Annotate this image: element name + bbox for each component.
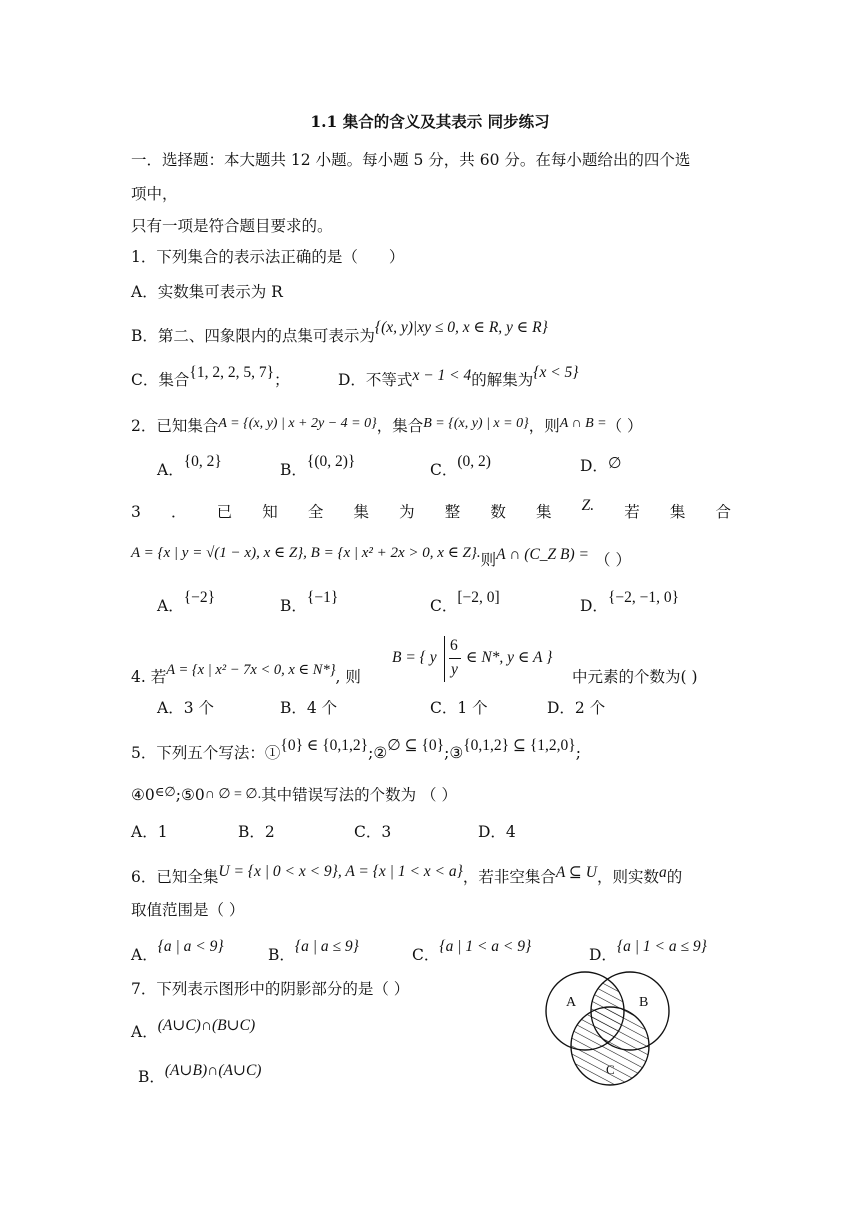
q1-option-b xyxy=(131,319,548,347)
q3-stem-line-2 xyxy=(131,545,631,571)
q3-char: 集 xyxy=(669,503,686,521)
q4-frac-line xyxy=(449,658,461,659)
q6-math-1: U = {x | 0 < x < 9}, A = {x | 1 < x < a} xyxy=(218,863,463,880)
q6-text-3: ，则实数 xyxy=(596,868,659,886)
q5-text-4: ; xyxy=(575,744,581,762)
q5-stem-line-1 xyxy=(131,737,581,764)
q4-option-b: B．4 个 xyxy=(280,699,338,717)
q7-stem: 7．下列表示图形中的阴影部分的是（ ） xyxy=(131,980,410,998)
q4-option-a: A．3 个 xyxy=(157,699,214,717)
q1-option-d-math2: {x < 5} xyxy=(533,364,579,381)
q1-stem: 1．下列集合的表示法正确的是（ ） xyxy=(131,248,405,266)
q5-line2-c: 其中错误写法的个数为 （ ） xyxy=(261,786,457,804)
q3-option-b xyxy=(280,589,339,617)
q5-text-3: ;③ xyxy=(444,744,464,762)
q6-math-3: a xyxy=(658,864,667,881)
q3-option-a xyxy=(157,589,216,617)
q2-text-2: ，集合 xyxy=(376,417,424,435)
q3-option-d xyxy=(580,589,680,617)
q3-char: 集 xyxy=(353,503,369,521)
q6-option-d-value: {a | 1 < a ≤ 9} xyxy=(616,938,707,955)
q5-math-3: {0,1,2} ⊆ {1,2,0} xyxy=(463,737,576,754)
q3-option-a-value: {−2} xyxy=(183,589,216,606)
q5-text-1: 5．下列五个写法：① xyxy=(131,744,281,762)
q7-option-b-label: B． xyxy=(138,1068,165,1086)
q2-text-4: （ ） xyxy=(606,417,643,435)
q6-option-a xyxy=(131,938,224,966)
q3-char: ． xyxy=(170,503,187,521)
q2-math-1: A = {(x, y) | x + 2y − 4 = 0} xyxy=(218,416,377,431)
q3-option-a-label: A． xyxy=(157,597,184,615)
q3-char: 集 xyxy=(535,503,552,521)
q1-option-d-text: D．不等式 xyxy=(338,371,413,389)
intro-line-1: 一．选择题：本大题共 12 小题。每小题 5 分，共 60 分。在每小题给出的四个选 xyxy=(131,151,691,169)
q6-option-b-value: {a | a ≤ 9} xyxy=(294,938,359,955)
q5-line2-math-2: ∩ ∅ = ∅. xyxy=(204,787,262,802)
q7-option-b-math: (A∪B)∩(A∪C) xyxy=(164,1062,262,1079)
q4-math-1: A = {x | x² − 7x < 0, x ∈ N*} xyxy=(166,662,336,678)
q6-option-c xyxy=(412,938,532,966)
q6-stem-line-2: 取值范围是（ ） xyxy=(131,901,245,919)
q1-option-c-end: ； xyxy=(274,371,290,389)
q4-frac-den: y xyxy=(451,661,458,678)
q1-option-d-math: x − 1 < 4 xyxy=(412,367,472,384)
q5-math-1: {0} ∈ {0,1,2} xyxy=(280,737,369,754)
q2-option-b xyxy=(280,453,356,481)
q3-option-c xyxy=(430,589,500,617)
q2-stem xyxy=(131,416,643,438)
page-title: 1.1 集合的含义及其表示 同步练习 xyxy=(310,112,550,131)
q3-z: Z. xyxy=(581,497,595,514)
venn-diagram xyxy=(540,966,700,1090)
q2-option-c-value: (0, 2) xyxy=(457,453,491,470)
q3-math-2: A ∩ (C_Z B) = xyxy=(496,546,590,563)
q2-option-b-value: {(0, 2)} xyxy=(306,453,356,470)
q7-option-b xyxy=(138,1062,262,1088)
q5-line2-b: ;⑤0 xyxy=(175,786,205,804)
q3-math-1: A = {x | y = √(1 − x), x ∈ Z}, B = {x | x² + 2x > 0, x ∈ Z}. xyxy=(131,545,481,561)
q2-math-3: A ∩ B = xyxy=(559,416,607,431)
q2-option-d xyxy=(580,456,621,477)
q4-bar xyxy=(444,636,445,682)
q2-option-d-value: ∅ xyxy=(607,455,622,472)
q3-char: 知 xyxy=(262,503,278,521)
q5-stem-line-2 xyxy=(131,785,457,807)
intro-line-3: 只有一项是符合题目要求的。 xyxy=(131,217,333,235)
q3-char: 为 xyxy=(399,503,415,521)
q2-option-c xyxy=(430,453,491,481)
q4-math-2b: ∈ N*, y ∈ A } xyxy=(466,649,553,666)
q2-math-2: B = {(x, y) | x = 0} xyxy=(423,416,529,431)
q3-char: 已 xyxy=(216,503,233,521)
q5-option-c: C．3 xyxy=(354,823,392,841)
q6-math-2: A ⊆ U xyxy=(555,864,597,881)
q3-char: 全 xyxy=(307,503,324,521)
q6-option-b-label: B． xyxy=(268,946,295,964)
q3-stem-line-1 xyxy=(131,497,731,522)
q4-option-c: C．1 个 xyxy=(430,699,488,717)
q4-frac-num: 6 xyxy=(450,637,458,654)
q7-option-a-math: (A∪C)∩(B∪C) xyxy=(157,1017,256,1034)
q5-text-2: ;② xyxy=(368,744,388,762)
venn-label-a: A xyxy=(566,995,577,1010)
q3-option-c-label: C． xyxy=(430,597,458,615)
q3-option-b-label: B． xyxy=(280,597,307,615)
q4-math-2a: B = { y xyxy=(392,649,437,666)
q2-text-3: ，则 xyxy=(528,417,560,435)
q4-stem-left xyxy=(131,662,361,688)
q3-char: 3 xyxy=(131,503,141,521)
q6-text-4: 的 xyxy=(666,868,683,886)
q1-option-c-text: C．集合 xyxy=(131,371,190,389)
q6-option-c-label: C． xyxy=(412,946,440,964)
q3-option-c-value: [−2, 0] xyxy=(457,589,500,606)
q1-option-d xyxy=(338,364,579,391)
q5-option-d: D．4 xyxy=(478,823,516,841)
q3-char: 整 xyxy=(444,503,461,521)
q6-text-1: 6．已知全集 xyxy=(131,868,219,886)
q2-text-1: 2．已知集合 xyxy=(131,417,219,435)
q2-option-b-label: B． xyxy=(280,461,307,479)
q5-line2-a: ④0 xyxy=(131,786,155,804)
intro-line-2: 项中， xyxy=(131,185,178,203)
q2-option-c-label: C． xyxy=(430,461,458,479)
q4-text-1: 4. 若 xyxy=(131,668,167,686)
q6-option-c-value: {a | 1 < a < 9} xyxy=(439,938,532,955)
q3-option-d-label: D． xyxy=(580,597,608,615)
q3-char: 数 xyxy=(490,503,506,521)
q1-option-c-math: {1, 2, 2, 5, 7} xyxy=(189,364,275,381)
q6-option-d-label: D． xyxy=(589,946,617,964)
q1-option-d-text2: 的解集为 xyxy=(471,371,534,389)
q2-option-d-label: D． xyxy=(580,457,608,475)
q1-option-b-math: {(x, y)|xy ≤ 0, x ∈ R, y ∈ R} xyxy=(374,319,548,336)
q3-text-2: （ ） xyxy=(595,551,631,569)
q6-option-a-label: A． xyxy=(131,946,158,964)
q6-stem-line-1 xyxy=(131,863,683,888)
q3-char: 合 xyxy=(715,503,731,521)
q2-option-a xyxy=(157,453,222,481)
q3-char: 若 xyxy=(624,503,640,521)
q4-option-d: D．2 个 xyxy=(547,699,606,717)
q1-option-c xyxy=(131,364,290,391)
venn-label-c: C xyxy=(606,1062,615,1077)
q5-line2-math-1: ∈∅ xyxy=(154,784,176,799)
q7-option-a-label: A． xyxy=(131,1023,158,1041)
q6-option-a-value: {a | a < 9} xyxy=(157,938,224,955)
q1-option-a: A．实数集可表示为 R xyxy=(131,283,283,301)
q1-option-b-text: B．第二、四象限内的点集可表示为 xyxy=(131,327,375,345)
q6-text-2: ，若非空集合 xyxy=(462,868,556,886)
q7-option-a xyxy=(131,1017,256,1043)
q3-text-1: 则 xyxy=(480,551,497,569)
q5-option-a: A．1 xyxy=(131,823,168,841)
q5-math-2: ∅ ⊆ {0} xyxy=(387,737,445,754)
q4-stem-right: 中元素的个数为( ) xyxy=(572,668,698,686)
q6-option-d xyxy=(589,938,707,966)
q2-option-a-value: {0, 2} xyxy=(183,453,222,470)
q2-option-a-label: A． xyxy=(157,461,184,479)
q5-option-b: B．2 xyxy=(238,823,275,841)
q4-text-2: , 则 xyxy=(335,668,361,686)
q3-option-d-value: {−2, −1, 0} xyxy=(607,589,680,606)
q6-option-b xyxy=(268,938,359,966)
venn-label-b: B xyxy=(639,995,649,1010)
q3-option-b-value: {−1} xyxy=(306,589,339,606)
